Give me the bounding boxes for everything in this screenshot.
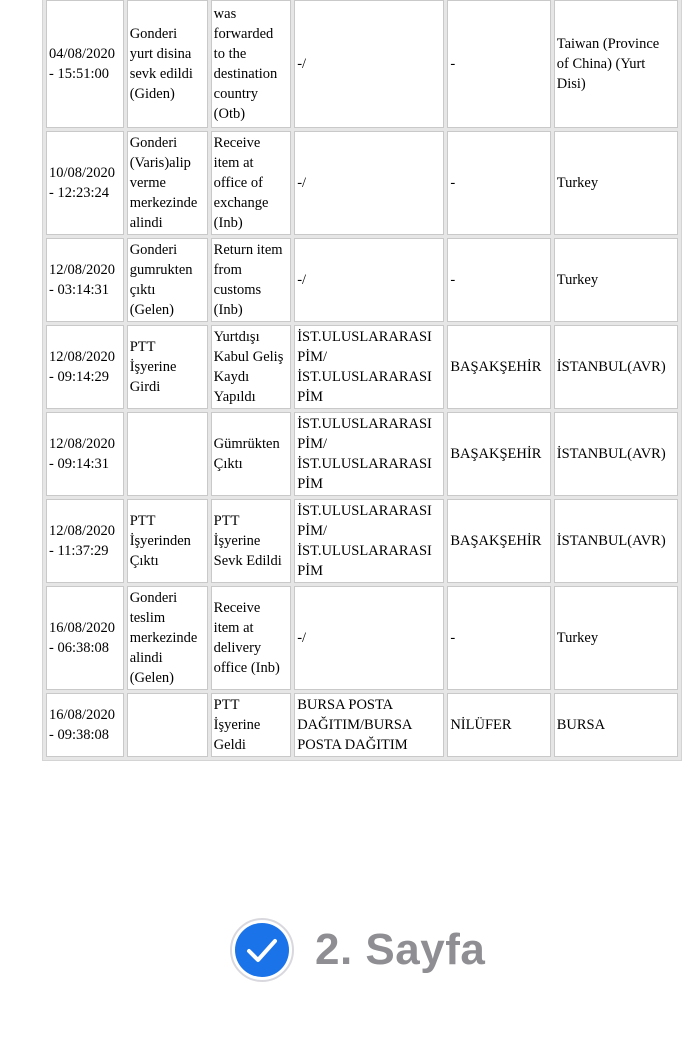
event-cell: Gonderi gumrukten çıktı (Gelen) [127, 238, 208, 322]
office-cell: İST.ULUSLARARASI PİM/ İST.ULUSLARARASI PİM [294, 412, 444, 496]
description-cell: Gümrükten Çıktı [211, 412, 292, 496]
description-cell: Yurtdışı Kabul Geliş Kaydı Yapıldı [211, 325, 292, 409]
office-cell: -/ [294, 0, 444, 128]
description-cell: Receive item at office of exchange (Inb) [211, 131, 292, 235]
table-row [46, 586, 678, 690]
city-cell: Taiwan (Province of China) (Yurt Disi) [554, 0, 678, 128]
page-label: 2. Sayfa [315, 925, 486, 974]
table-row [46, 693, 678, 757]
city-cell: Turkey [554, 131, 678, 235]
district-cell: BAŞAKŞEHİR [447, 499, 550, 583]
city-cell: İSTANBUL(AVR) [554, 325, 678, 409]
checkmark-circle-icon [229, 917, 295, 983]
date-cell: 04/08/2020 - 15:51:00 [46, 0, 124, 128]
tracking-table-body [46, 0, 678, 757]
table-row [46, 499, 678, 583]
description-cell: Receive item at delivery office (Inb) [211, 586, 292, 690]
description-cell: PTT İşyerine Sevk Edildi [211, 499, 292, 583]
district-cell: BAŞAKŞEHİR [447, 412, 550, 496]
table-row [46, 325, 678, 409]
office-cell: İST.ULUSLARARASI PİM/ İST.ULUSLARARASI PİM [294, 325, 444, 409]
table-row [46, 238, 678, 322]
city-cell: BURSA [554, 693, 678, 757]
description-cell: was forwarded to the destination country (Otb) [211, 0, 292, 128]
table-row [46, 412, 678, 496]
district-cell: - [447, 0, 550, 128]
date-cell: 12/08/2020 - 11:37:29 [46, 499, 124, 583]
office-cell: İST.ULUSLARARASI PİM/ İST.ULUSLARARASI PİM [294, 499, 444, 583]
city-cell: Turkey [554, 586, 678, 690]
date-cell: 10/08/2020 - 12:23:24 [46, 131, 124, 235]
event-cell: Gonderi yurt disina sevk edildi (Giden) [127, 0, 208, 128]
description-cell: Return item from customs (Inb) [211, 238, 292, 322]
event-cell: PTT İşyerinden Çıktı [127, 499, 208, 583]
event-cell: PTT İşyerine Girdi [127, 325, 208, 409]
table-row [46, 0, 678, 128]
page-indicator [229, 917, 485, 983]
office-cell: -/ [294, 131, 444, 235]
date-cell: 12/08/2020 - 03:14:31 [46, 238, 124, 322]
city-cell: Turkey [554, 238, 678, 322]
event-cell [127, 693, 208, 757]
event-cell [127, 412, 208, 496]
city-cell: İSTANBUL(AVR) [554, 499, 678, 583]
district-cell: - [447, 238, 550, 322]
date-cell: 16/08/2020 - 09:38:08 [46, 693, 124, 757]
tracking-table [42, 0, 682, 761]
event-cell: Gonderi teslim merkezinde alindi (Gelen) [127, 586, 208, 690]
district-cell: - [447, 131, 550, 235]
event-cell: Gonderi (Varis)alip verme merkezinde alindi [127, 131, 208, 235]
district-cell: BAŞAKŞEHİR [447, 325, 550, 409]
date-cell: 16/08/2020 - 06:38:08 [46, 586, 124, 690]
tracking-table-container [42, 0, 682, 798]
date-cell: 12/08/2020 - 09:14:31 [46, 412, 124, 496]
office-cell: -/ [294, 238, 444, 322]
office-cell: BURSA POSTA DAĞITIM/BURSA POSTA DAĞITIM [294, 693, 444, 757]
city-cell: İSTANBUL(AVR) [554, 412, 678, 496]
date-cell: 12/08/2020 - 09:14:29 [46, 325, 124, 409]
office-cell: -/ [294, 586, 444, 690]
table-row [46, 131, 678, 235]
description-cell: PTT İşyerine Geldi [211, 693, 292, 757]
district-cell: NİLÜFER [447, 693, 550, 757]
district-cell: - [447, 586, 550, 690]
